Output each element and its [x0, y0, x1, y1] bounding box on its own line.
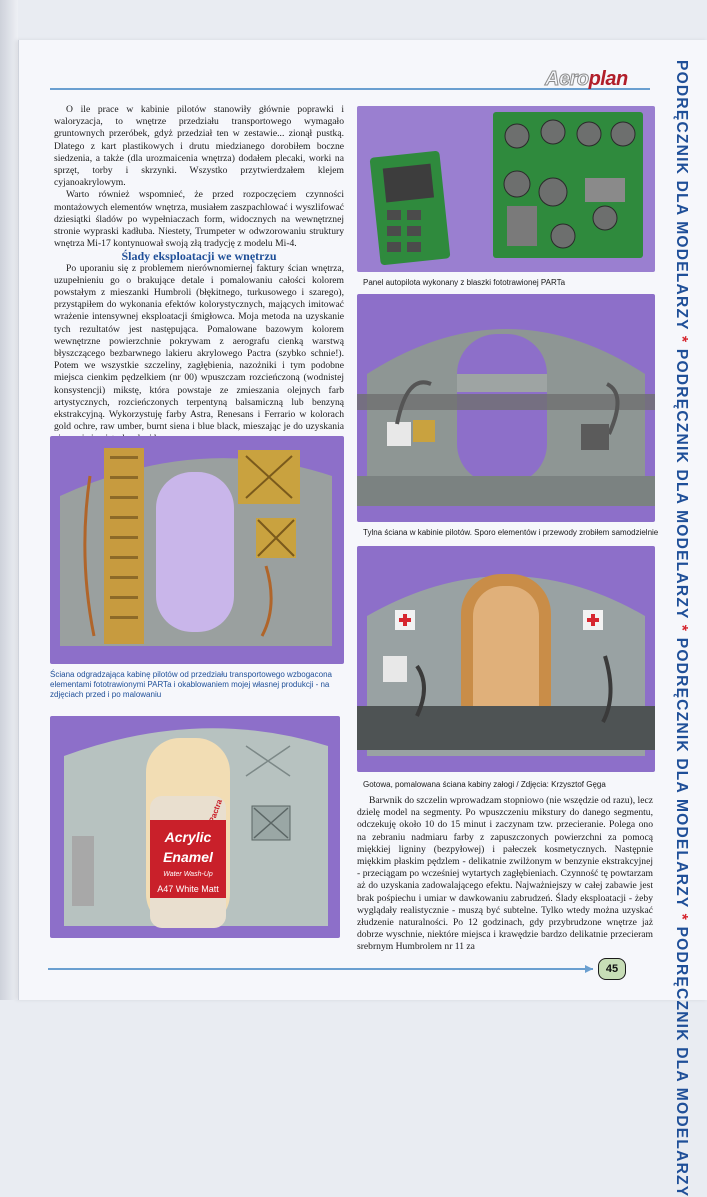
photo-painted-wall-jar	[50, 716, 340, 938]
aeroplan-logo: Aeroplan	[545, 68, 628, 90]
side-banner-text	[672, 60, 690, 1197]
side-banner-phrase: PODRĘCZNIK DLA MODELARZY	[673, 637, 690, 909]
article-column-right	[357, 795, 653, 954]
side-banner-phrase: PODRĘCZNIK DLA MODELARZY	[673, 60, 690, 331]
side-banner	[658, 60, 698, 1197]
caption-photo-3: Ściana odgradzająca kabinę pilotów od przedziału transportowego wzbogacona elementami fototrawionymi PARTa i okablowaniem mojej własnej produkcji - na zdjęciach przed i po malowaniu	[44, 666, 352, 705]
side-banner-phrase: PODRĘCZNIK DLA MODELARZY	[673, 348, 690, 620]
page-fold	[0, 0, 18, 1000]
page-number: 45	[598, 958, 626, 980]
jar-label-code: A47 White Matt	[157, 884, 219, 894]
jar-label-line1: Acrylic	[164, 829, 212, 845]
side-banner-star: *	[673, 908, 690, 927]
side-banner-star: *	[673, 619, 690, 638]
paragraph-4: Barwnik do szczelin wprowadzam stopniowo (nie wszędzie od razu), lecz dzielę model na segmenty. Po wpuszczeniu mikstury do danego segmentu, odczekuję około 10 do 15 minut i zaczynam tzw. przecieranie. Polega ono na zebraniu nadmiaru farby z zapuszczonych powierzchni za pomocą miękkiej ligniny (bezpyłowej) i pałeczek kosmetycznych. Następnie miękkim płaskim pędzlem - delikatnie zwilżonym w benzynie ekstrakcyjnej - przeciągam po wcześniej wytartych zagłębieniach. Czynność tę powtarzam aż do uzyskania zadowalającego efektu. Najważniejszy w całej zabawie jest brak pośpiechu i umiar w dawkowaniu zabrudzeń. Ślady eksploatacji - żeby wyglądały realistycznie - muszą być subtelne. Tylko wtedy można uzyskać złudzenie naturalności. Po 12 godzinach, gdy przybrudzone wnętrze jaż dobrze wyschnie, niektóre miejsca i krawędzie bardzo delikatnie przecieram srebrnym Humbrolem nr 11 za	[357, 795, 653, 953]
footer-rule	[48, 968, 593, 970]
jar-label-line3: Water Wash-Up	[163, 871, 213, 878]
paragraph-3: Po uporaniu się z problemem nierównomiernej faktury ścian wnętrza, uzupełnieniu go o brakujące detale i pomalowaniu całości kolorem powstałym z mieszanki Humbroli (błękitnego, turkusowego i szarego), przystąpiłem do wykonania efektów kolorystycznych, mających imitować wrażenie intensywnej eksploatacji śmigłowca. Moja metoda na uzyskanie tych rezultatów jest następująca. Pomalowane bazowym kolorem wewnętrzne powierzchnie pokrywam z aerografu cienką warstwą błyszczącego bezbarwnego lakieru akrylowego Pactra (szybko schnie!). Potem we wszystkie szczeliny, zagłębienia, nazożniki i tym podobne miejsca cienkim pędzelkiem (nr 00) wpuszczam rozcieńczoną (wodnistej konsystencji) mikstę, która powstaje ze zmieszania olejnych farb artystycznych, rozcieńczonych terpentyną balsamiczną lub benzyną ekstrakcyjną. Wykorzystuję farby Astra, Renesans i Ferrario w kolorach gold ochre, raw umber, burnt siena i blue black, mieszając je do uzyskania	[54, 262, 344, 433]
caption-photo-1: Panel autopilota wykonany z blaszki fototrawionej PARTa	[357, 274, 659, 292]
jar-label-line2: Enamel	[163, 849, 213, 865]
paragraph-1: O ile prace w kabinie pilotów stanowiły głównie poprawki i waloryzacja, to wnętrze przedziału transportowego wymagało gruntownych przeróbek, gdyż przedział ten w zestawie... zionął pustką. Dlatego z kart plastikowych i drutu miedzianego dorobiłem boczne siedzenia, a także (dla urozmaicenia wnętrza) dodałem plecaki, worki na sprzęt, torby i skrzynki. Wszystko przytwierdzałem klejem cyjanoakrylowym.	[54, 104, 344, 189]
photo-rear-wall	[357, 294, 655, 522]
jar-label-brand: Pactra	[207, 798, 225, 825]
side-banner-star: *	[673, 330, 690, 349]
photo-finished-cabin-wall	[357, 546, 655, 772]
photo-partition-wall	[50, 436, 344, 664]
paragraph-2: Warto również wspomnieć, że przed rozpoczęciem czynności montażowych elementów wnętrza, musiałem zaszpachlować i wyszlifować dziesiątki śladów po wypełniaczach form, widocznych na wewnętrznej stronie wypraski kadłuba. Niestety, Trumpeter w odwzorowaniu struktury wnętrza Mi-17 kontynuował swoją złą tradycję z modelu Mi-4.	[54, 189, 344, 250]
side-banner-phrase: PODRĘCZNIK DLA MODELARZY	[673, 926, 690, 1197]
caption-photo-2: Tylna ściana w kabinie pilotów. Sporo elementów i przewody zrobiłem samodzielnie	[357, 524, 665, 542]
photo-autopilot-panel	[357, 106, 655, 272]
article-column-left	[54, 104, 344, 446]
section-heading: Ślady eksploatacji we wnętrzu	[121, 249, 277, 264]
caption-photo-4: Gotowa, pomalowana ściana kabiny załogi / Zdjęcia: Krzysztof Gęga	[357, 776, 665, 794]
